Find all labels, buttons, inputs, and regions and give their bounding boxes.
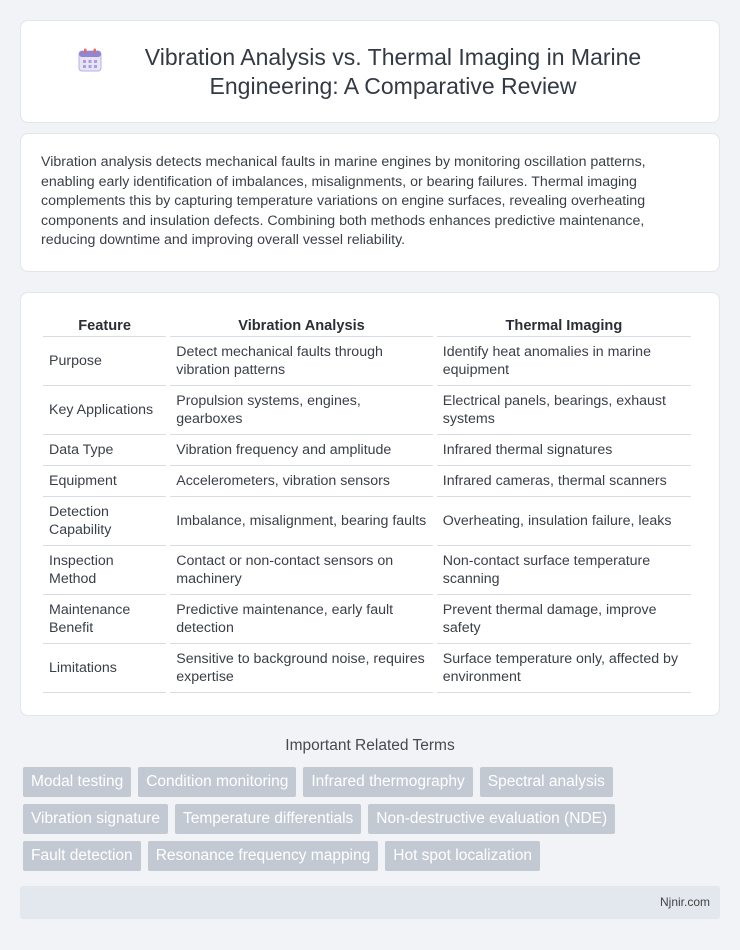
term-tag[interactable]: Non-destructive evaluation (NDE) bbox=[368, 804, 615, 834]
table-row bbox=[43, 466, 691, 497]
vibration-cell: Sensitive to background noise, requires expertise bbox=[170, 644, 433, 693]
table-header-row bbox=[43, 313, 691, 337]
calendar-icon bbox=[77, 47, 103, 73]
vibration-cell: Predictive maintenance, early fault detection bbox=[170, 595, 433, 644]
feature-cell: Maintenance Benefit bbox=[43, 595, 166, 644]
footer bbox=[20, 886, 720, 919]
feature-cell: Limitations bbox=[43, 644, 166, 693]
table-row bbox=[43, 497, 691, 546]
term-tag[interactable]: Temperature differentials bbox=[175, 804, 361, 834]
header-feature: Feature bbox=[43, 313, 166, 337]
thermal-cell: Infrared thermal signatures bbox=[437, 435, 691, 466]
term-tag[interactable]: Spectral analysis bbox=[480, 767, 613, 797]
feature-cell: Equipment bbox=[43, 466, 166, 497]
table-row bbox=[43, 337, 691, 386]
vibration-cell: Accelerometers, vibration sensors bbox=[170, 466, 433, 497]
term-tag[interactable]: Hot spot localization bbox=[385, 841, 540, 871]
tag-row bbox=[23, 841, 723, 871]
feature-cell: Purpose bbox=[43, 337, 166, 386]
term-tag[interactable]: Vibration signature bbox=[23, 804, 168, 834]
comparison-table-card bbox=[20, 292, 720, 716]
intro-card bbox=[20, 133, 720, 272]
table-row bbox=[43, 435, 691, 466]
term-tag[interactable]: Infrared thermography bbox=[303, 767, 472, 797]
table-row bbox=[43, 595, 691, 644]
feature-cell: Detection Capability bbox=[43, 497, 166, 546]
thermal-cell: Prevent thermal damage, improve safety bbox=[437, 595, 691, 644]
table-row bbox=[43, 546, 691, 595]
thermal-cell: Electrical panels, bearings, exhaust systems bbox=[437, 386, 691, 435]
term-tag[interactable]: Resonance frequency mapping bbox=[148, 841, 379, 871]
tag-row bbox=[23, 804, 723, 834]
table-row bbox=[43, 644, 691, 693]
comparison-table bbox=[39, 313, 695, 693]
thermal-cell: Identify heat anomalies in marine equipment bbox=[437, 337, 691, 386]
related-terms-heading: Important Related Terms bbox=[285, 737, 455, 754]
related-terms-tags bbox=[23, 767, 723, 878]
intro-paragraph: Vibration analysis detects mechanical faults in marine engines by monitoring oscillation patterns, enabling early identification of imbalances, misalignments, or bearing failures. Thermal imaging complements this by capturing temperature variations on engine surfaces, revealing overheating components and insulation defects. Combining both methods enhances predictive maintenance, reducing downtime and improving overall vessel reliability. bbox=[41, 154, 646, 249]
footer-site-name[interactable]: Njnir.com bbox=[659, 895, 710, 909]
term-tag[interactable]: Fault detection bbox=[23, 841, 141, 871]
feature-cell: Data Type bbox=[43, 435, 166, 466]
vibration-cell: Detect mechanical faults through vibration patterns bbox=[170, 337, 433, 386]
table-row bbox=[43, 386, 691, 435]
thermal-cell: Non-contact surface temperature scanning bbox=[437, 546, 691, 595]
term-tag[interactable]: Modal testing bbox=[23, 767, 131, 797]
title-wrap bbox=[50, 43, 690, 101]
thermal-cell: Infrared cameras, thermal scanners bbox=[437, 466, 691, 497]
page-title: Vibration Analysis vs. Thermal Imaging in Marine Engineering: A Comparative Review bbox=[144, 43, 642, 99]
thermal-cell: Surface temperature only, affected by environment bbox=[437, 644, 691, 693]
term-tag[interactable]: Condition monitoring bbox=[138, 767, 296, 797]
thermal-cell: Overheating, insulation failure, leaks bbox=[437, 497, 691, 546]
vibration-cell: Vibration frequency and amplitude bbox=[170, 435, 433, 466]
vibration-cell: Contact or non-contact sensors on machinery bbox=[170, 546, 433, 595]
header-thermal-imaging: Thermal Imaging bbox=[437, 313, 691, 337]
vibration-cell: Imbalance, misalignment, bearing faults bbox=[170, 497, 433, 546]
title-card bbox=[20, 20, 720, 123]
feature-cell: Inspection Method bbox=[43, 546, 166, 595]
header-vibration-analysis: Vibration Analysis bbox=[170, 313, 433, 337]
vibration-cell: Propulsion systems, engines, gearboxes bbox=[170, 386, 433, 435]
feature-cell: Key Applications bbox=[43, 386, 166, 435]
tag-row bbox=[23, 767, 723, 797]
